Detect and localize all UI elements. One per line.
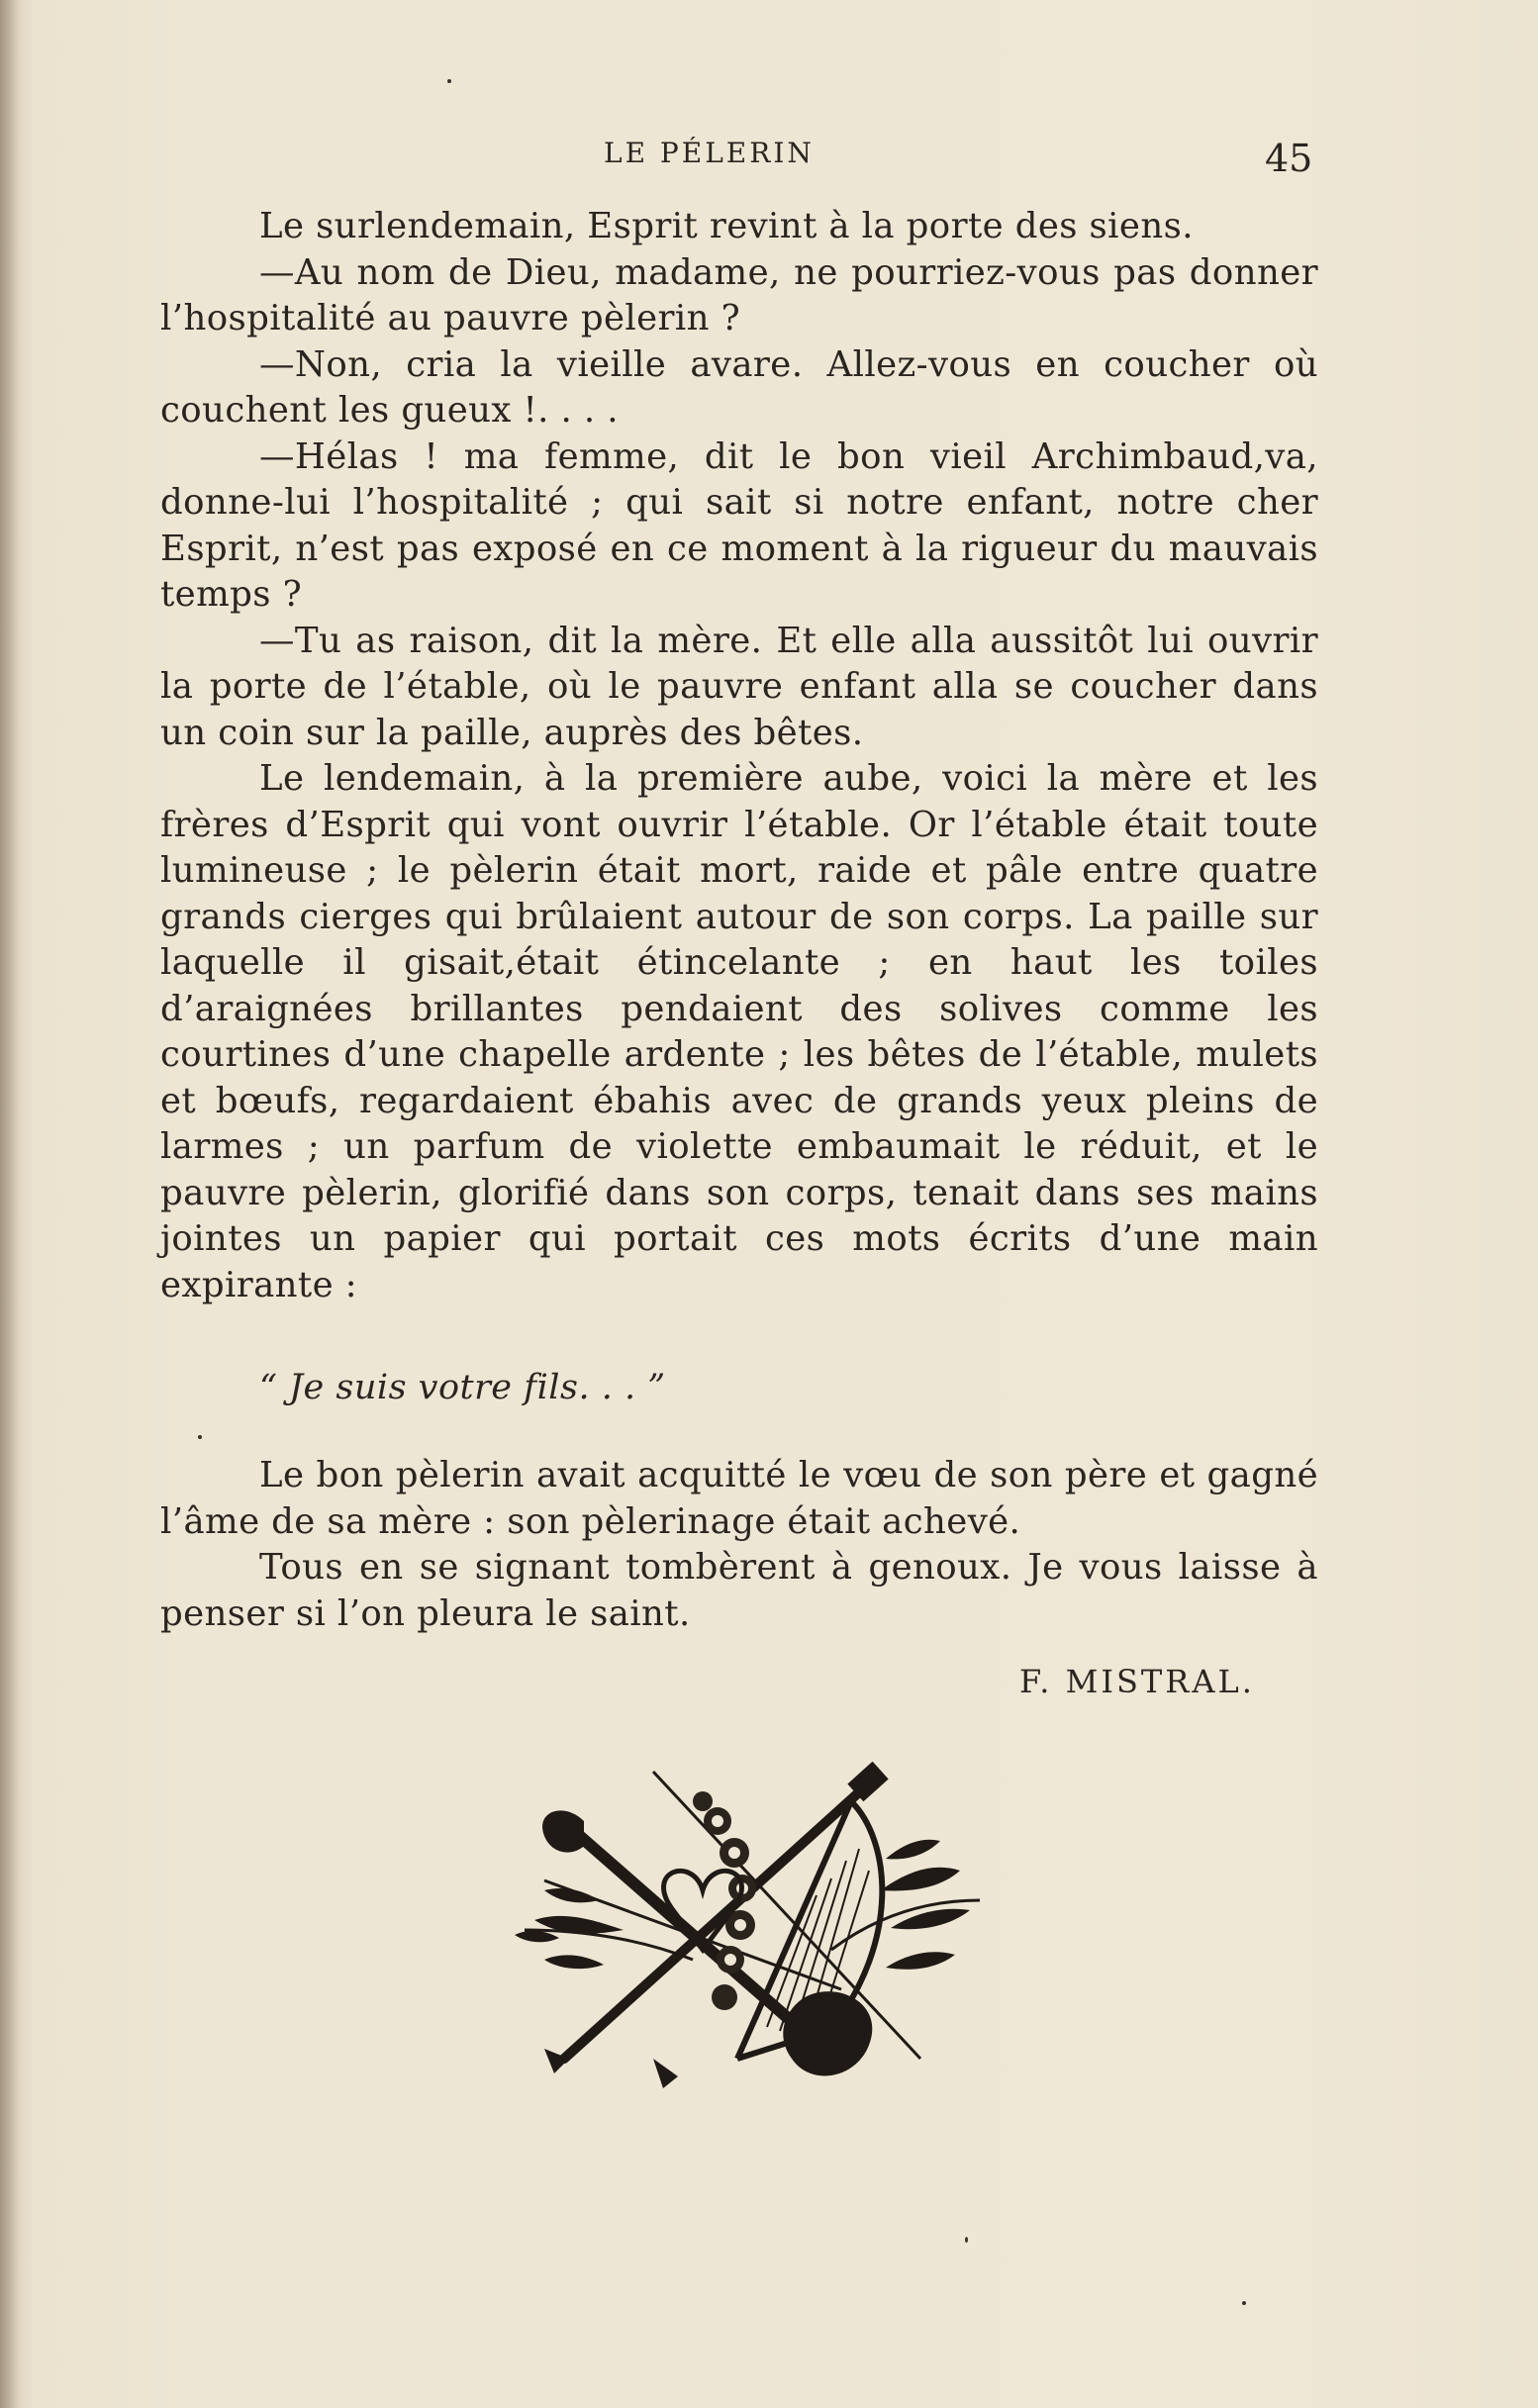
paragraph: —Au nom de Dieu, madame, ne pourriez-vous pas donner l’hospitalité au pauvre pèlerin ? <box>160 251 1318 338</box>
paper-speck <box>198 1435 202 1439</box>
paragraph: Le bon pèlerin avait acquitté le vœu de son père et gagné l’âme de sa mère : son pèlerinage était achevé. <box>160 1455 1318 1542</box>
quoted-message: “ Je suis votre fils. . . ” <box>259 1368 666 1407</box>
author-signature: F. MISTRAL. <box>1019 1663 1255 1700</box>
paragraph: —Hélas ! ma femme, dit le bon vieil Archimbaud,va, donne-lui l’hospitalité ; qui sait si notre enfant, notre cher Esprit, n’est pas exposé en ce moment à la rigueur du mauvais temps ? <box>160 435 1318 615</box>
paragraph: —Tu as raison, dit la mère. Et elle alla aussitôt lui ouvrir la porte de l’étable, où le pauvre enfant alla se coucher dans un coin sur la paille, auprès des bêtes. <box>160 620 1318 753</box>
paragraph: Tous en se signant tombèrent à genoux. Je vous laisse à penser si l’on pleura le saint. <box>160 1547 1318 1634</box>
paper-speck <box>447 79 451 83</box>
paragraph: —Non, cria la vieille avare. Allez-vous en coucher où couchent les gueux !. . . . <box>160 343 1318 431</box>
paper-speck <box>965 2237 968 2243</box>
running-title: LE PÉLERIN <box>604 137 815 169</box>
paragraph: Le lendemain, à la première aube, voici la mère et les frères d’Esprit qui vont ouvrir l’étable. Or l’étable était toute lumineuse ; le pèlerin était mort, raide et pâle entre quatre grands cierges qui brûlaient autour de son corps. La paille sur laquelle il gisait,était étincelante ; en haut les toiles d’araignées brillantes pendaient des solives comme les courtines d’une chapelle ardente ; les bêtes de l’étable, mulets et bœufs, regardaient ébahis avec de grands yeux pleins de larmes ; un parfum de violette embaumait le réduit, et le pauvre pèlerin, glorifié dans son corps, tenait dans ses mains jointes un papier qui portait ces mots écrits d’une main expirante : <box>160 758 1318 1305</box>
page-gutter-shadow <box>0 0 20 2408</box>
closing-text <box>160 1453 1318 1637</box>
paper-speck <box>1242 2301 1246 2305</box>
musical-trophy-vignette-icon <box>505 1762 1000 2098</box>
paragraph: Le surlendemain, Esprit revint à la porte des siens. <box>259 206 1194 246</box>
body-text <box>160 204 1318 1308</box>
page-number: 45 <box>1265 137 1313 180</box>
